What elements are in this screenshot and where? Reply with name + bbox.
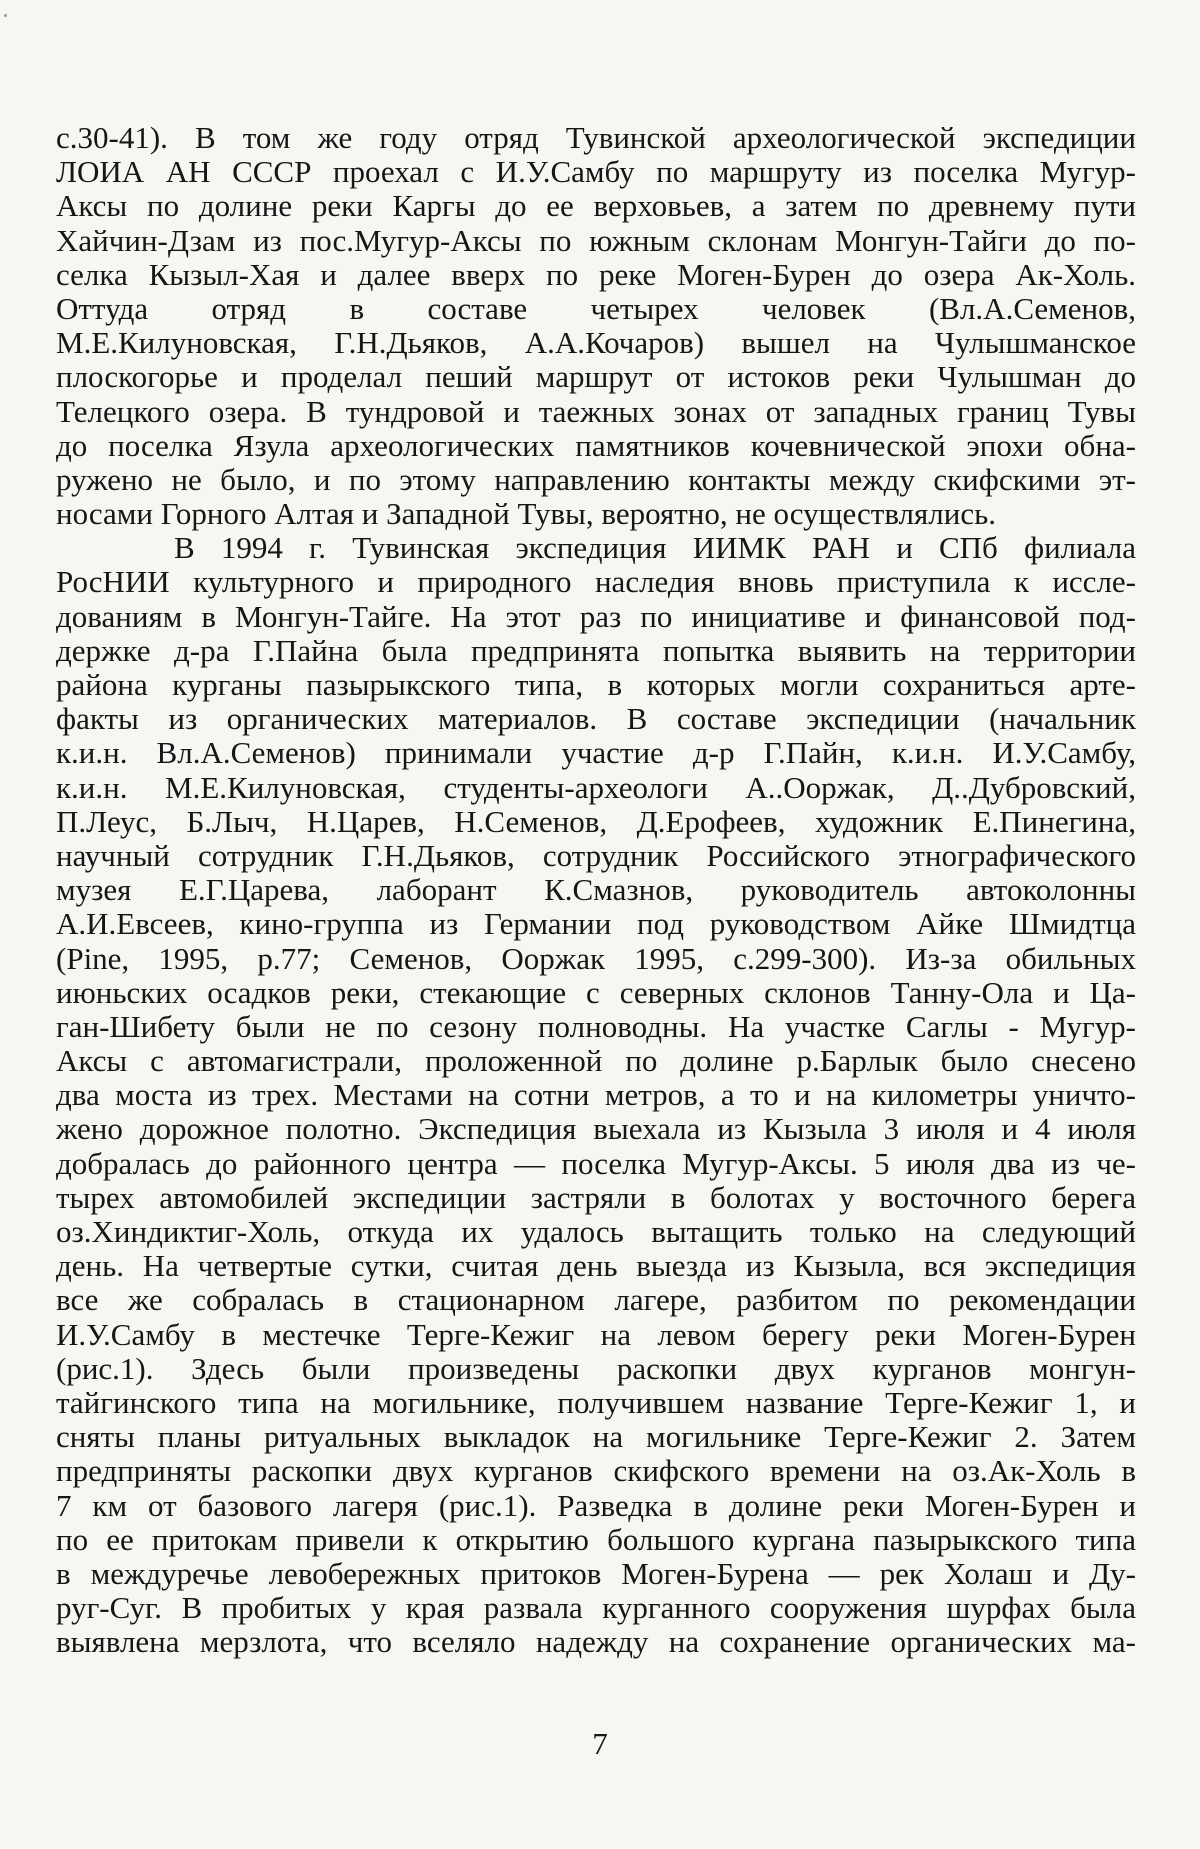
text-line: района курганы пазырыкского типа, в которых могли сохраниться арте- — [56, 668, 1136, 702]
text-line: все же собралась в стационарном лагере, разбитом по рекомендации — [56, 1283, 1136, 1318]
text-line: сняты планы ритуальных выкладок на могильнике Терге-Кежиг 2. Затем — [56, 1420, 1136, 1455]
text-line: (Pine, 1995, p.77; Семенов, Ооржак 1995, с.299-300). Из-за обильных — [56, 941, 1136, 976]
text-line: оз.Хиндиктиг-Холь, откуда их удалось вытащить только на следующий — [56, 1215, 1136, 1249]
text-line: ган-Шибету были не по сезону полноводны. На участке Саглы - Мугур- — [56, 1009, 1136, 1044]
paragraph-end-line: носами Горного Алтая и Западной Тувы, вероятно, не осуществлялись. — [56, 497, 996, 532]
text-line: предприняты раскопки двух курганов скифского времени на оз.Ак-Холь в — [56, 1454, 1136, 1489]
text-line: Аксы с автомагистрали, проложенной по долине р.Барлык было снесено — [56, 1044, 1136, 1079]
text-line: жено дорожное полотно. Экспедиция выехала из Кызыла 3 июля и 4 июля — [56, 1112, 1136, 1147]
text-line: Телецкого озера. В тундровой и таежных зонах от западных границ Тувы — [56, 394, 1136, 429]
text-line: Оттуда отряд в составе четырех человек (Вл.А.Семенов, — [56, 291, 1136, 326]
text-line: два моста из трех. Местами на сотни метров, а то и на километры уничто- — [56, 1078, 1136, 1113]
text-line: июньских осадков реки, стекающие с северных склонов Танну-Ола и Ца- — [56, 975, 1136, 1010]
text-line: добралась до районного центра — поселка Мугур-Аксы. 5 июля два из че- — [56, 1146, 1136, 1181]
text-line: к.и.н. М.Е.Килуновская, студенты-археологи А..Ооржак, Д..Дубровский, — [56, 770, 1136, 805]
text-line: М.Е.Килуновская, Г.Н.Дьяков, А.А.Кочаров) вышел на Чулышманское — [56, 326, 1136, 361]
text-line: И.У.Самбу в местечке Терге-Кежиг на левом берегу реки Моген-Бурен — [56, 1317, 1136, 1352]
text-line: РосНИИ культурного и природного наследия вновь приступила к иссле- — [56, 565, 1136, 600]
text-line: дованиям в Монгун-Тайге. На этот раз по инициативе и финансовой под- — [56, 599, 1136, 634]
page-number: 7 — [592, 1726, 608, 1761]
text-line: П.Леус, Б.Лыч, Н.Царев, Н.Семенов, Д.Ерофеев, художник Е.Пинегина, — [56, 804, 1136, 839]
text-line: тайгинского типа на могильнике, получившем название Терге-Кежиг 1, и — [56, 1385, 1136, 1420]
text-line: держке д-ра Г.Пайна была предпринята попытка выявить на территории — [56, 633, 1136, 668]
body-text — [56, 121, 1136, 1659]
text-line: в междуречье левобережных притоков Моген-Бурена — рек Холаш и Ду- — [56, 1556, 1136, 1591]
text-line: научный сотрудник Г.Н.Дьяков, сотрудник Российского этнографического — [56, 838, 1136, 873]
text-line: (рис.1). Здесь были произведены раскопки двух курганов монгун- — [56, 1351, 1136, 1386]
text-line: руг-Суг. В пробитых у края развала курганного сооружения шурфах была — [56, 1591, 1136, 1626]
text-line: факты из органических материалов. В составе экспедиции (начальник — [56, 702, 1136, 737]
text-line: Хайчин-Дзам из пос.Мугур-Аксы по южным склонам Монгун-Тайги до по- — [56, 223, 1136, 258]
scan-speck — [4, 14, 7, 17]
text-line: ЛОИА АН СССР проехал с И.У.Самбу по маршруту из поселка Мугур- — [56, 155, 1136, 190]
text-line: ружено не было, и по этому направлению контакты между скифскими эт- — [56, 462, 1136, 497]
text-line: с.30-41). В том же году отряд Тувинской археологической экспедиции — [56, 121, 1136, 155]
text-line: день. На четвертые сутки, считая день выезда из Кызыла, вся экспедиция — [56, 1249, 1136, 1284]
text-line: А.И.Евсеев, кино-группа из Германии под руководством Айке Шмидтца — [56, 907, 1136, 942]
text-line: селка Кызыл-Хая и далее вверх по реке Моген-Бурен до озера Ак-Холь. — [56, 257, 1136, 292]
text-line: Аксы по долине реки Каргы до ее верховьев, а затем по древнему пути — [56, 189, 1136, 224]
text-line: тырех автомобилей экспедиции застряли в болотах у восточного берега — [56, 1180, 1136, 1215]
text-line: до поселка Язула археологических памятников кочевнической эпохи обна- — [56, 428, 1136, 463]
text-line: к.и.н. Вл.А.Семенов) принимали участие д-р Г.Пайн, к.и.н. И.У.Самбу, — [56, 736, 1136, 771]
text-line: плоскогорье и проделал пеший маршрут от истоков реки Чулышман до — [56, 360, 1136, 395]
text-line: музея Е.Г.Царева, лаборант К.Смазнов, руководитель автоколонны — [56, 873, 1136, 908]
text-line: 7 км от базового лагеря (рис.1). Разведка в долине реки Моген-Бурен и — [56, 1488, 1136, 1523]
text-line: по ее притокам привели к открытию большого кургана пазырыкского типа — [56, 1522, 1136, 1557]
text-line: выявлена мерзлота, что вселяло надежду на сохранение органических ма- — [56, 1625, 1136, 1660]
paragraph-start-line: В 1994 г. Тувинская экспедиция ИИМК РАН и СПб филиала — [174, 531, 1136, 566]
